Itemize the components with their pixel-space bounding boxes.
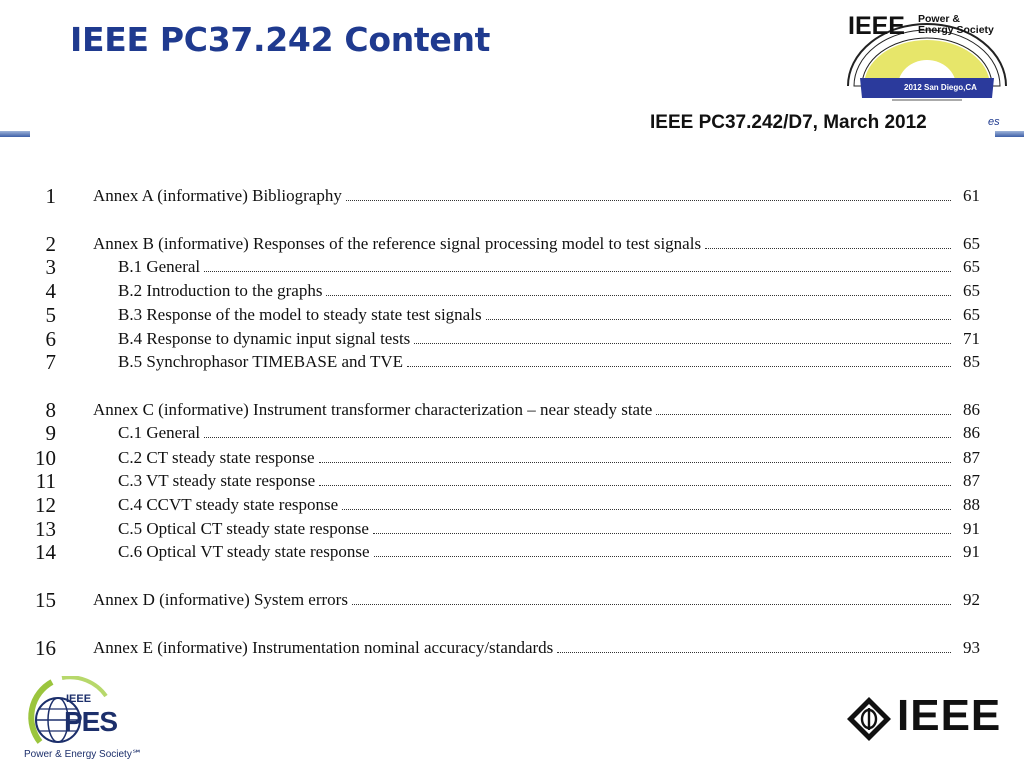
conference-society-line2: Energy Society xyxy=(918,24,994,36)
toc-entry xyxy=(118,255,980,279)
toc-dot-leader xyxy=(407,366,951,367)
toc-row xyxy=(30,184,980,208)
document-header: IEEE PC37.242/D7, March 2012 xyxy=(650,112,927,133)
toc-row xyxy=(30,350,980,374)
toc-dot-leader xyxy=(326,295,951,296)
toc-entry xyxy=(93,398,980,422)
toc-dot-leader xyxy=(486,319,951,320)
conference-society-line1: Power & xyxy=(918,13,961,25)
toc-line-number: 6 xyxy=(45,327,56,351)
toc-dot-leader xyxy=(656,414,951,415)
toc-entry xyxy=(118,469,980,493)
conference-ieee-wordmark: IEEE xyxy=(848,12,905,40)
toc-page-number: 87 xyxy=(963,448,980,467)
toc-page-number: 91 xyxy=(963,519,980,538)
toc-dot-leader xyxy=(204,437,951,438)
toc-line-number: 2 xyxy=(45,232,56,256)
toc-row xyxy=(30,517,980,541)
toc-line-number: 15 xyxy=(35,588,56,612)
toc-entry-label: Annex E (informative) Instrumentation nominal accuracy/standards xyxy=(93,638,554,657)
toc-dot-leader xyxy=(319,462,951,463)
toc-line-number: 3 xyxy=(45,255,56,279)
toc-page-number: 91 xyxy=(963,542,980,561)
toc-row xyxy=(30,255,980,279)
toc-row xyxy=(30,279,980,303)
toc-line-number: 11 xyxy=(35,469,56,493)
toc-dot-leader xyxy=(414,343,951,344)
toc-row xyxy=(30,588,980,612)
toc-page-number: 93 xyxy=(963,638,980,657)
pes-society-name: Power & Energy Society℠ xyxy=(24,749,143,760)
toc-page-number: 65 xyxy=(963,305,980,324)
toc-entry-label: Annex B (informative) Responses of the reference signal processing model to test signals xyxy=(93,234,702,253)
toc-row xyxy=(30,446,980,470)
toc-page-number: 65 xyxy=(963,234,980,253)
toc-entry xyxy=(93,184,980,208)
toc-page-number: 61 xyxy=(963,186,980,205)
toc-dot-leader xyxy=(204,271,951,272)
toc-dot-leader xyxy=(352,604,951,605)
toc-row xyxy=(30,327,980,351)
toc-line-number: 8 xyxy=(45,398,56,422)
toc-entry-label: Annex D (informative) System errors xyxy=(93,590,348,609)
toc-entry-label: C.4 CCVT steady state response xyxy=(118,495,339,514)
toc-row xyxy=(30,540,980,564)
toc-page-number: 65 xyxy=(963,257,980,276)
toc-entry-label: B.4 Response to dynamic input signal tests xyxy=(118,329,411,348)
toc-dot-leader xyxy=(346,200,951,201)
ieee-logo xyxy=(845,693,1020,745)
toc-line-number: 14 xyxy=(35,540,56,564)
toc-entry xyxy=(118,279,980,303)
toc-line-number: 1 xyxy=(45,184,56,208)
toc-line-number: 7 xyxy=(45,350,56,374)
toc-dot-leader xyxy=(319,485,951,486)
toc-entry xyxy=(118,493,980,517)
toc-line-number: 12 xyxy=(35,493,56,517)
toc-line-number: 16 xyxy=(35,636,56,660)
toc-page-number: 71 xyxy=(963,329,980,348)
tagline-fragment: es xyxy=(988,116,1000,128)
toc-row xyxy=(30,636,980,660)
pes-logo xyxy=(22,676,162,764)
toc-row xyxy=(30,493,980,517)
toc-row xyxy=(30,421,980,445)
toc-entry xyxy=(118,517,980,541)
toc-entry-label: B.1 General xyxy=(118,257,201,276)
toc-dot-leader xyxy=(374,556,952,557)
toc-page-number: 65 xyxy=(963,281,980,300)
toc-entry-label: Annex A (informative) Bibliography xyxy=(93,186,342,205)
toc-line-number: 5 xyxy=(45,303,56,327)
ieee-diamond-icon xyxy=(845,693,895,745)
toc-page-number: 87 xyxy=(963,471,980,490)
toc-entry-label: B.2 Introduction to the graphs xyxy=(118,281,323,300)
toc-entry xyxy=(118,446,980,470)
toc-line-number: 10 xyxy=(35,446,56,470)
toc-dot-leader xyxy=(342,509,951,510)
toc-line-number: 13 xyxy=(35,517,56,541)
toc-line-number: 4 xyxy=(45,279,56,303)
pes-wordmark: PES xyxy=(64,706,118,737)
toc-entry xyxy=(118,421,980,445)
toc-entry-label: C.1 General xyxy=(118,423,201,442)
toc-page-number: 86 xyxy=(963,400,980,419)
toc-page-number: 85 xyxy=(963,352,980,371)
toc-row xyxy=(30,469,980,493)
slide-title: IEEE PC37.242 Content xyxy=(70,20,491,59)
toc-entry xyxy=(93,232,980,256)
toc-entry xyxy=(118,303,980,327)
toc-dot-leader xyxy=(557,652,951,653)
toc-entry-label: Annex C (informative) Instrument transformer characterization – near steady state xyxy=(93,400,653,419)
toc-row xyxy=(30,303,980,327)
toc-row xyxy=(30,232,980,256)
toc-entry xyxy=(118,327,980,351)
toc-page-number: 92 xyxy=(963,590,980,609)
pes-ieee-text: IEEE xyxy=(66,693,92,705)
toc-entry xyxy=(93,636,980,660)
toc-entry xyxy=(93,588,980,612)
toc-dot-leader xyxy=(705,248,951,249)
toc-page-number: 88 xyxy=(963,495,980,514)
toc-entry xyxy=(118,350,980,374)
toc-line-number: 9 xyxy=(45,421,56,445)
toc-entry-label: C.6 Optical VT steady state response xyxy=(118,542,370,561)
toc-entry-label: C.5 Optical CT steady state response xyxy=(118,519,369,538)
toc-entry-label: C.2 CT steady state response xyxy=(118,448,315,467)
toc-page-number: 86 xyxy=(963,423,980,442)
toc-entry-label: C.3 VT steady state response xyxy=(118,471,316,490)
toc-entry-label: B.3 Response of the model to steady state test signals xyxy=(118,305,482,324)
toc-row xyxy=(30,398,980,422)
toc-entry xyxy=(118,540,980,564)
conference-city: 2012 San Diego,CA xyxy=(904,83,977,92)
ieee-wordmark: IEEE xyxy=(897,691,1002,740)
toc-dot-leader xyxy=(373,533,951,534)
toc-entry-label: B.5 Synchrophasor TIMEBASE and TVE xyxy=(118,352,404,371)
